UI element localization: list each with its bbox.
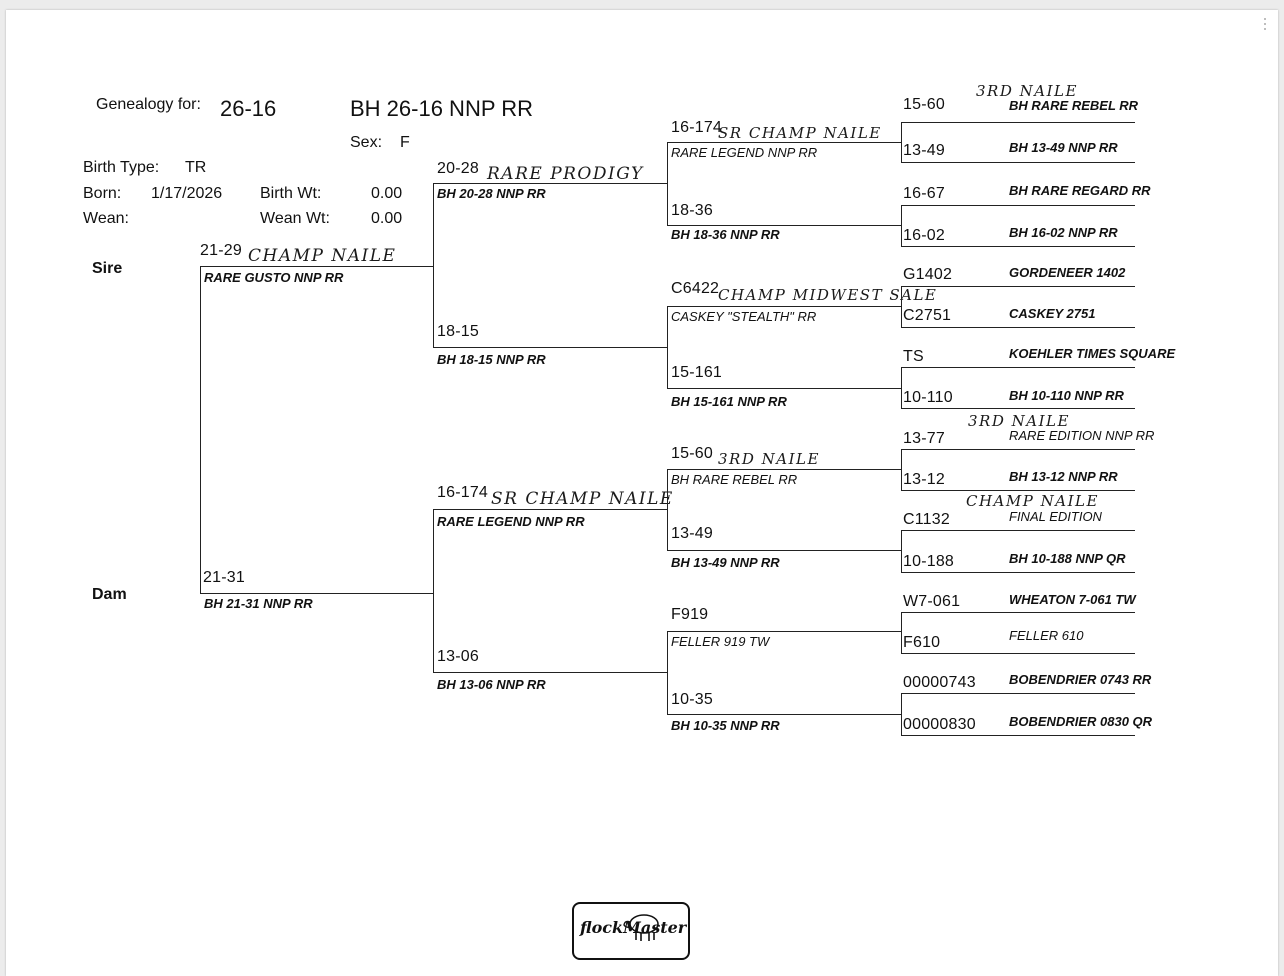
wean-wt-value: 0.00 (371, 210, 403, 227)
gen2-name-1: BH 18-15 NNP RR (437, 352, 546, 367)
gen4-note-10: CHAMP NAILE (966, 492, 1099, 510)
gen3-name-1: BH 18-36 NNP RR (671, 227, 780, 242)
gen2-line-1 (433, 347, 667, 348)
gen4-line-5 (901, 327, 1135, 328)
gen4-id-12: W7-061 (903, 593, 961, 610)
more-options-icon[interactable] (1264, 18, 1268, 32)
gen4-id-3: 16-02 (903, 227, 945, 244)
gen3-line-0 (667, 142, 901, 143)
gen3-id-4: 15-60 (671, 445, 713, 462)
gen4-id-15: 00000830 (903, 716, 976, 733)
gen4-line-12 (901, 612, 1135, 613)
gen2-note-2: SR CHAMP NAILE (491, 489, 674, 509)
born-value: 1/17/2026 (151, 185, 223, 202)
birth-wt-label: Birth Wt: (260, 185, 322, 202)
dam-label: Dam (92, 586, 127, 603)
gen4-id-1: 13-49 (903, 142, 945, 159)
gen4-connector-4 (901, 449, 902, 490)
gen3-line-3 (667, 388, 901, 389)
gen2-connector-dam (433, 509, 434, 672)
gen3-id-6: F919 (671, 606, 709, 623)
gen4-id-8: 13-77 (903, 430, 945, 447)
gen4-line-2 (901, 205, 1135, 206)
gen4-id-6: TS (903, 348, 924, 365)
genealogy-label: Genealogy for: (96, 96, 201, 113)
gen4-line-9 (901, 490, 1135, 491)
animal-id: 26-16 (220, 96, 277, 121)
gen4-name-15: BOBENDRIER 0830 QR (1009, 714, 1153, 729)
animal-name: BH 26-16 NNP RR (350, 96, 533, 121)
gen4-name-3: BH 16-02 NNP RR (1009, 225, 1118, 240)
gen4-name-1: BH 13-49 NNP RR (1009, 140, 1118, 155)
gen4-name-0: BH RARE REBEL RR (1009, 98, 1139, 113)
gen3-note-4: 3RD NAILE (718, 450, 820, 468)
wean-label: Wean: (83, 210, 129, 227)
birth-type-value: TR (185, 159, 207, 176)
gen4-id-7: 10-110 (903, 389, 953, 406)
gen4-note-8: 3RD NAILE (968, 412, 1070, 430)
gen4-name-14: BOBENDRIER 0743 RR (1009, 672, 1152, 687)
gen3-line-7 (667, 714, 901, 715)
gen3-line-6 (667, 631, 901, 632)
dam-id: 21-31 (203, 569, 245, 586)
gen4-name-10: FINAL EDITION (1009, 509, 1102, 524)
gen4-id-0: 15-60 (903, 96, 945, 113)
gen2-id-1: 18-15 (437, 323, 479, 340)
gen3-name-2: CASKEY "STEALTH" RR (671, 309, 817, 324)
gen3-connector-1 (667, 306, 668, 388)
gen4-connector-0 (901, 122, 902, 162)
gen2-note-0: RARE PRODIGY (487, 164, 644, 184)
gen4-name-4: GORDENEER 1402 (1009, 265, 1126, 280)
gen4-id-11: 10-188 (903, 553, 955, 570)
gen2-name-3: BH 13-06 NNP RR (437, 677, 546, 692)
sire-line (200, 266, 434, 267)
gen2-name-2: RARE LEGEND NNP RR (437, 514, 585, 529)
gen4-name-7: BH 10-110 NNP RR (1009, 388, 1124, 403)
gen4-line-13 (901, 653, 1135, 654)
gen4-connector-2 (901, 286, 902, 327)
gen3-connector-0 (667, 142, 668, 225)
birth-wt-value: 0.00 (371, 185, 403, 202)
gen4-line-8 (901, 449, 1135, 450)
pedigree-page (6, 10, 1278, 976)
gen3-id-0: 16-174 (671, 119, 723, 136)
gen2-connector-sire (433, 183, 434, 347)
gen4-name-9: BH 13-12 NNP RR (1009, 469, 1118, 484)
gen3-name-3: BH 15-161 NNP RR (671, 394, 787, 409)
gen2-id-0: 20-28 (437, 160, 479, 177)
gen3-name-7: BH 10-35 NNP RR (671, 718, 780, 733)
gen3-connector-3 (667, 631, 668, 714)
gen4-line-11 (901, 572, 1135, 573)
gen4-connector-3 (901, 367, 902, 408)
gen4-connector-7 (901, 693, 902, 735)
gen3-name-5: BH 13-49 NNP RR (671, 555, 780, 570)
gen4-note-0: 3RD NAILE (976, 82, 1078, 100)
sheep-icon (622, 906, 662, 946)
gen4-id-5: C2751 (903, 307, 952, 324)
gen4-line-14 (901, 693, 1135, 694)
gen3-line-1 (667, 225, 901, 226)
gen3-id-5: 13-49 (671, 525, 713, 542)
gen1-connector (200, 266, 201, 593)
gen3-name-6: FELLER 919 TW (671, 634, 770, 649)
sex-value: F (400, 134, 410, 151)
gen4-line-0 (901, 122, 1135, 123)
sex-label: Sex: (350, 134, 383, 151)
gen4-id-9: 13-12 (903, 471, 945, 488)
gen3-line-4 (667, 469, 901, 470)
gen4-line-4 (901, 286, 1135, 287)
gen3-name-0: RARE LEGEND NNP RR (671, 145, 818, 160)
gen3-id-7: 10-35 (671, 691, 713, 708)
gen4-line-7 (901, 408, 1135, 409)
sire-name: RARE GUSTO NNP RR (204, 270, 344, 285)
flockmaster-logo (572, 902, 690, 960)
gen2-id-2: 16-174 (437, 484, 489, 501)
gen4-connector-1 (901, 205, 902, 246)
sire-note: CHAMP NAILE (248, 246, 397, 266)
gen4-id-14: 00000743 (903, 674, 976, 691)
gen3-id-3: 15-161 (671, 364, 723, 381)
born-label: Born: (83, 185, 122, 202)
gen4-connector-5 (901, 530, 902, 572)
logo-text: flockMaster (580, 918, 687, 937)
gen2-line-3 (433, 672, 667, 673)
gen4-line-1 (901, 162, 1135, 163)
gen3-note-2: CHAMP MIDWEST SALE (718, 286, 938, 304)
gen3-note-0: SR CHAMP NAILE (718, 124, 882, 142)
gen3-line-5 (667, 550, 901, 551)
gen4-name-5: CASKEY 2751 (1009, 306, 1096, 321)
dam-line (200, 593, 434, 594)
gen4-id-2: 16-67 (903, 185, 945, 202)
gen4-id-10: C1132 (903, 511, 950, 528)
gen4-name-12: WHEATON 7-061 TW (1009, 592, 1136, 607)
gen4-id-4: G1402 (903, 266, 953, 283)
gen2-id-3: 13-06 (437, 648, 479, 665)
gen2-line-2 (433, 509, 667, 510)
gen4-id-13: F610 (903, 634, 941, 651)
sire-label: Sire (92, 260, 123, 277)
wean-wt-label: Wean Wt: (260, 210, 330, 227)
gen4-line-3 (901, 246, 1135, 247)
gen4-line-15 (901, 735, 1135, 736)
gen3-connector-2 (667, 469, 668, 550)
gen4-line-10 (901, 530, 1135, 531)
birth-type-label: Birth Type: (83, 159, 160, 176)
gen4-connector-6 (901, 612, 902, 653)
dam-name: BH 21-31 NNP RR (204, 596, 313, 611)
gen4-name-13: FELLER 610 (1009, 628, 1084, 643)
gen3-name-4: BH RARE REBEL RR (671, 472, 798, 487)
gen2-line-0 (433, 183, 667, 184)
gen3-line-2 (667, 306, 901, 307)
gen4-line-6 (901, 367, 1135, 368)
gen4-name-8: RARE EDITION NNP RR (1009, 428, 1155, 443)
gen3-id-2: C6422 (671, 280, 720, 297)
gen2-name-0: BH 20-28 NNP RR (437, 186, 546, 201)
gen4-name-2: BH RARE REGARD RR (1009, 183, 1151, 198)
gen3-id-1: 18-36 (671, 202, 713, 219)
gen4-name-11: BH 10-188 NNP QR (1009, 551, 1126, 566)
gen4-name-6: KOEHLER TIMES SQUARE (1009, 346, 1176, 361)
sire-id: 21-29 (200, 242, 242, 259)
